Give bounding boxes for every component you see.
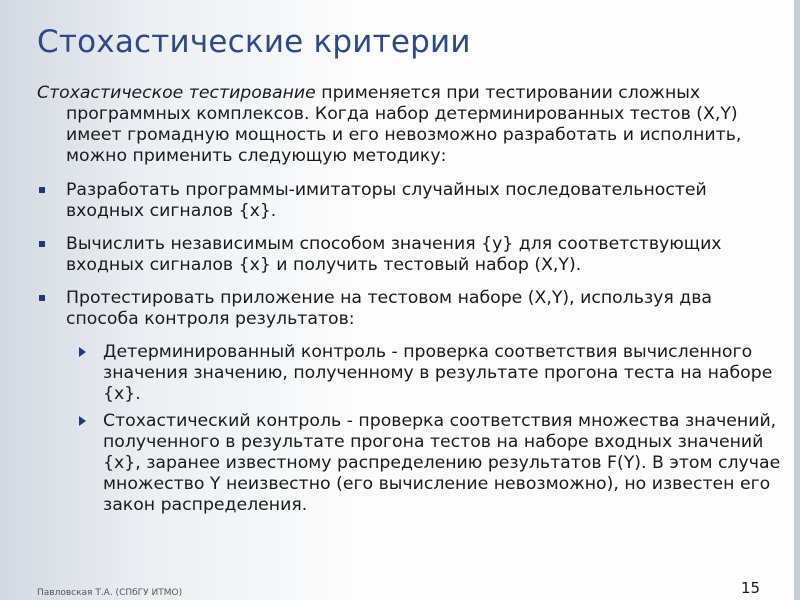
square-bullet-icon	[39, 187, 45, 193]
bullet-text: Разработать программы-имитаторы случайных последовательностей входных сигналов {x}.	[66, 180, 707, 221]
intro-italic-term: Стохастическое тестирование	[37, 83, 316, 103]
intro-text: применяется при тестировании сложных программных комплексов. Когда набор детерминированных тестов (X,Y) имеет громадную мощность и его невозможно разработать и исполнить, можно применить следующую методику:	[66, 83, 742, 166]
triangle-bullet-icon	[79, 416, 86, 426]
bullet-item	[37, 234, 782, 276]
bullet-text: Протестировать приложение на тестовом наборе (X,Y), используя два способа контроля результатов:	[66, 288, 713, 329]
bullet-item	[37, 288, 782, 330]
page-number: 15	[741, 579, 761, 597]
bullet-item	[37, 180, 782, 222]
slide-footer: Павловская Т.А. (СПбГУ ИТМО)	[37, 588, 183, 598]
bullet-text: Вычислить независимым способом значения {y} для соответствующих входных сигналов {x} и получить тестовый набор (X,Y).	[66, 234, 722, 275]
sub-bullet-text: Стохастический контроль - проверка соответствия множества значений, полученного в результате прогона тестов на наборе входных значений {x}, заранее известному распределению результатов F(Y). В этом случае множество Y неизвестно (его вычисление невозможно), но известен его закон распределения.	[103, 411, 781, 515]
triangle-bullet-icon	[79, 347, 86, 357]
slide-body	[37, 83, 782, 522]
sub-bullet-item	[37, 342, 782, 405]
sub-bullet-item	[37, 411, 782, 516]
square-bullet-icon	[39, 295, 45, 301]
slide-title: Стохастические критерии	[37, 24, 471, 60]
square-bullet-icon	[39, 241, 45, 247]
sub-bullet-text: Детерминированный контроль - проверка соответствия вычисленного значения значению, полученному в результате прогона теста на наборе {x}.	[103, 342, 773, 404]
intro-paragraph	[37, 83, 782, 167]
